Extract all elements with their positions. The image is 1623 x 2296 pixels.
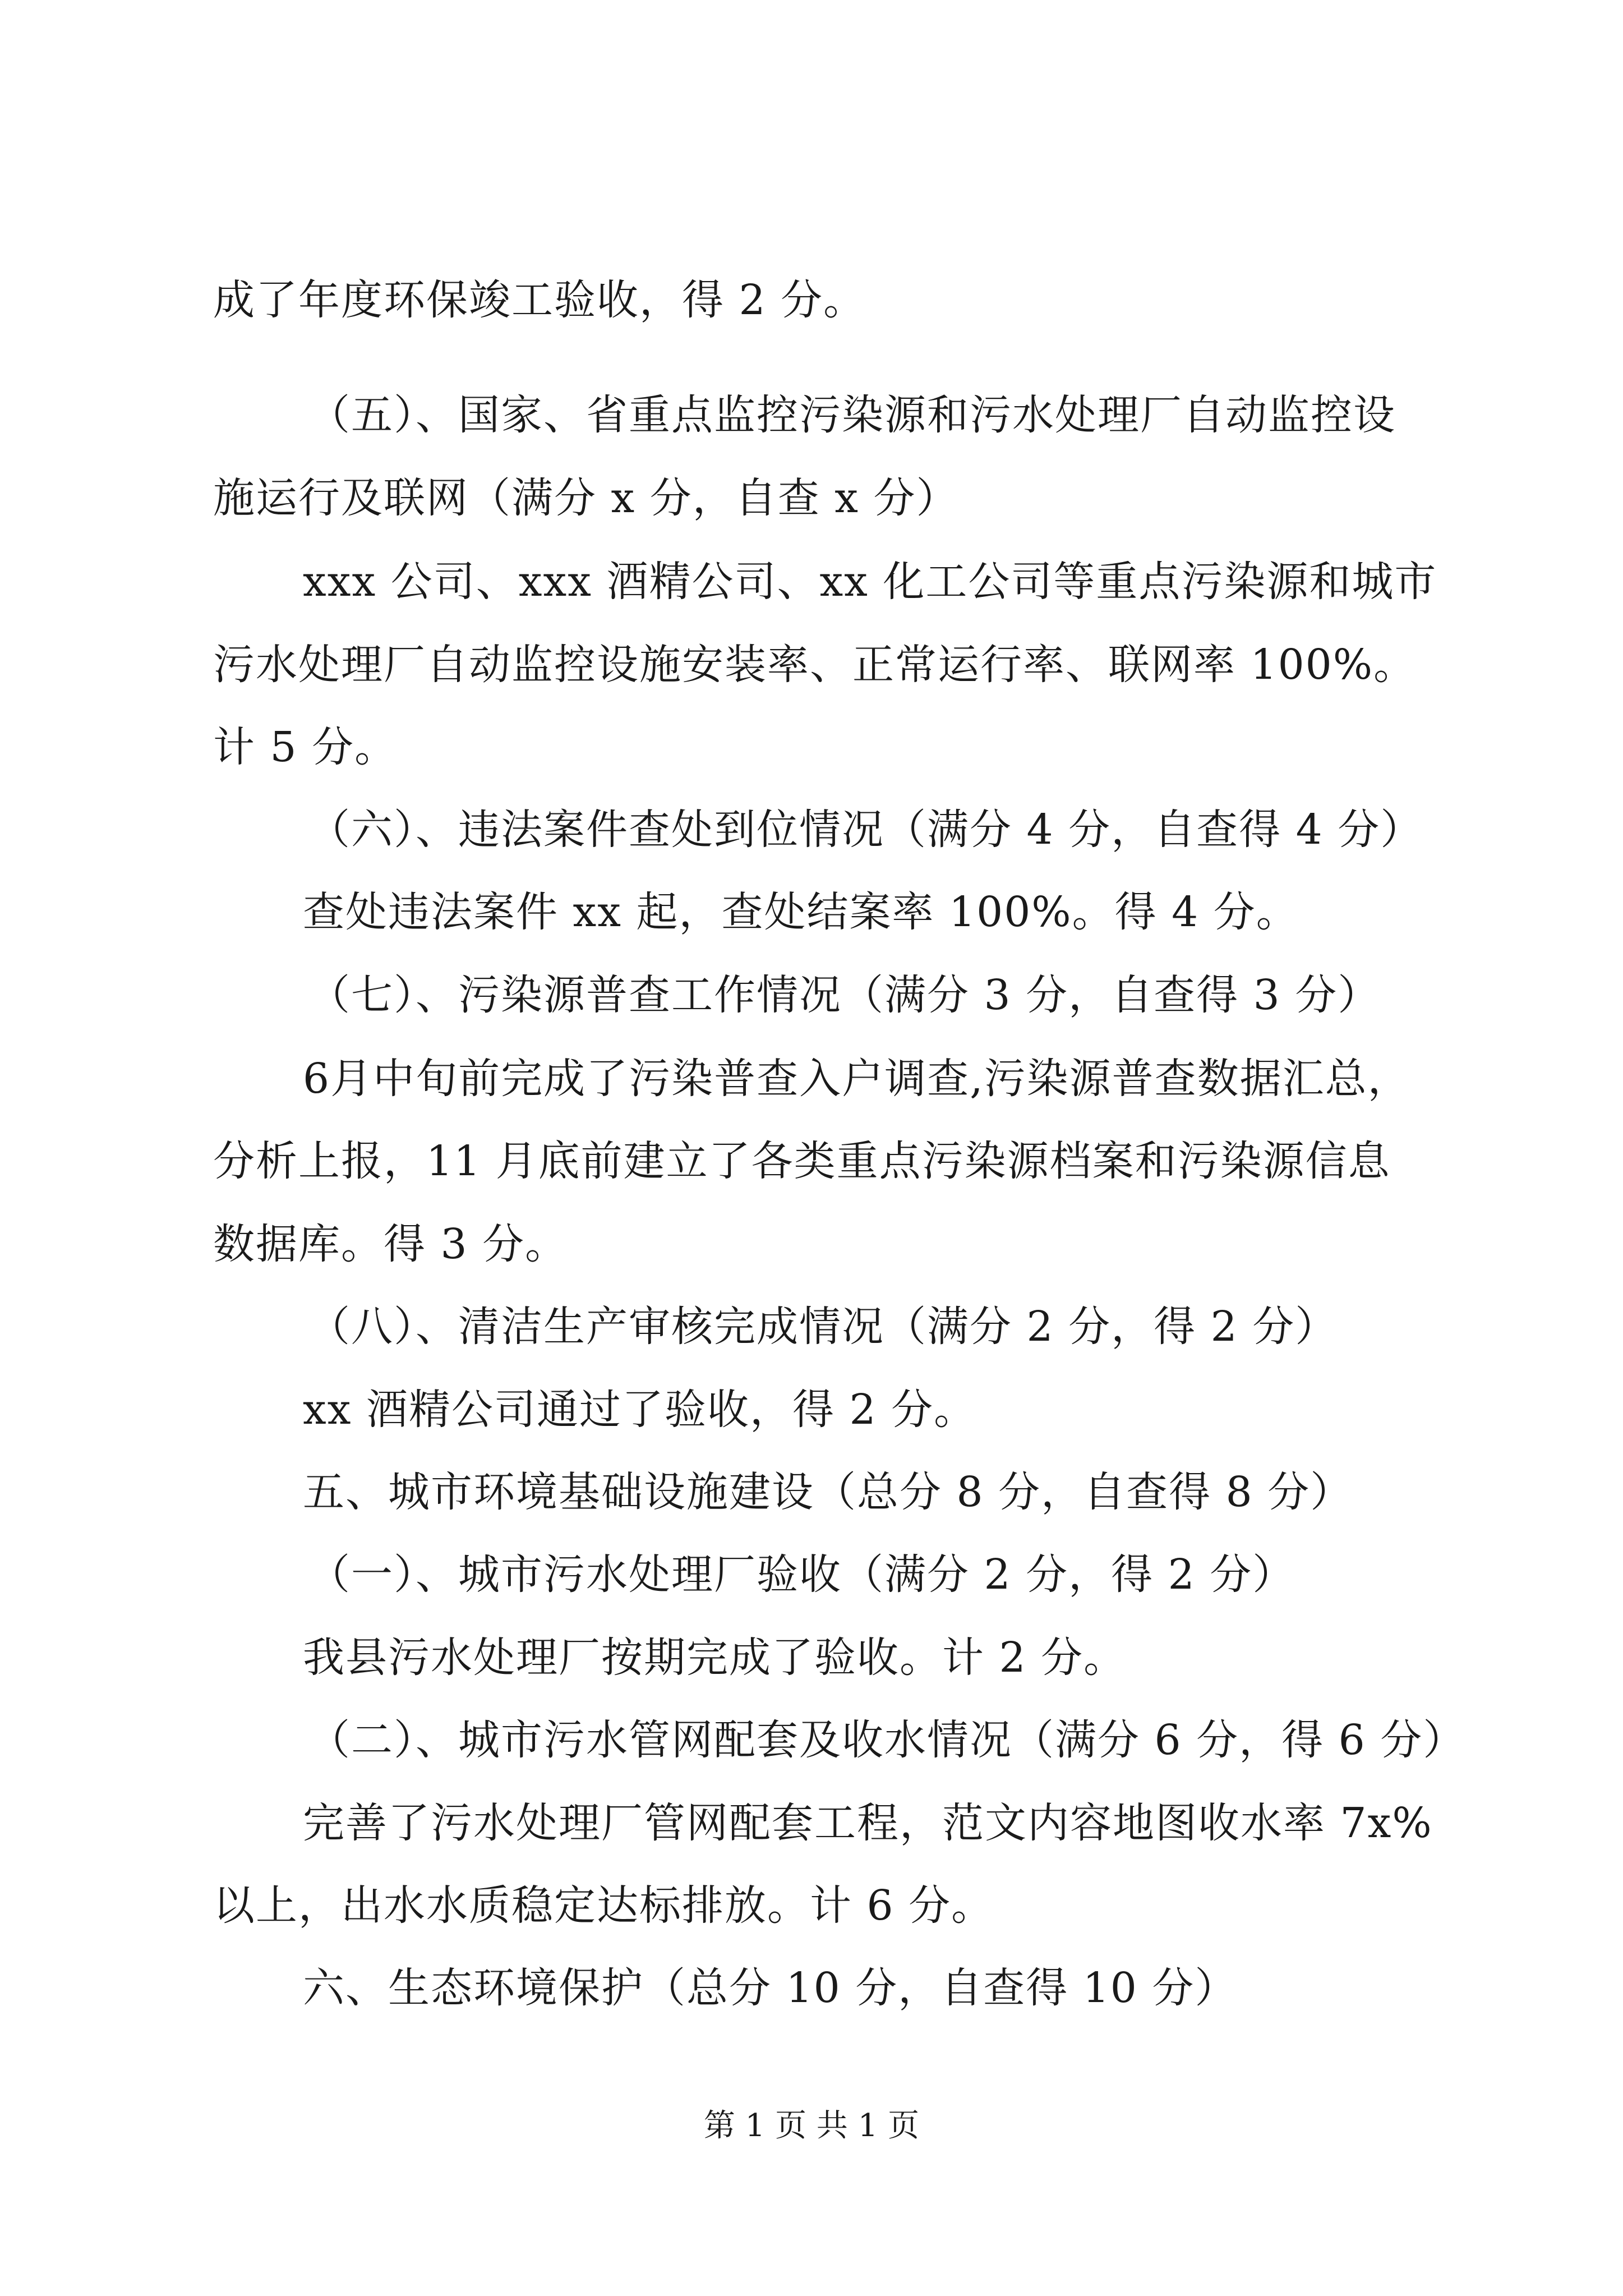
text-line-5: 污水处理厂自动监控设施安装率、正常运行率、联网率 100%。 bbox=[213, 641, 1417, 689]
text-line-19: 完善了污水处理厂管网配套工程，范文内容地图收水率 7x% bbox=[303, 1799, 1433, 1847]
section-heading-8: （八）、清洁生产审核完成情况（满分 2 分，得 2 分） bbox=[308, 1303, 1338, 1351]
text-line-6: 计 5 分。 bbox=[213, 723, 398, 771]
section-heading-5-1: （一）、城市污水处理厂验收（满分 2 分，得 2 分） bbox=[308, 1550, 1295, 1599]
text-line-11: 分析上报，11 月底前建立了各类重点污染源档案和污染源信息 bbox=[213, 1137, 1391, 1185]
text-line-20: 以上，出水水质稳定达标排放。计 6 分。 bbox=[213, 1881, 994, 1930]
text-line-8: 查处违法案件 xx 起，查处结案率 100%。得 4 分。 bbox=[303, 888, 1299, 936]
section-heading-5-2: （二）、城市污水管网配套及收水情况（满分 6 分，得 6 分） bbox=[308, 1716, 1466, 1764]
section-heading-7: （七）、污染源普查工作情况（满分 3 分，自查得 3 分） bbox=[308, 971, 1381, 1019]
text-line-12: 数据库。得 3 分。 bbox=[213, 1220, 568, 1268]
page-footer: 第 1 页 共 1 页 bbox=[703, 2108, 920, 2144]
text-line-14: xx 酒精公司通过了验收，得 2 分。 bbox=[303, 1386, 977, 1434]
chapter-heading-5: 五、城市环境基础设施建设（总分 8 分，自查得 8 分） bbox=[303, 1468, 1353, 1516]
chapter-heading-6: 六、生态环境保护（总分 10 分，自查得 10 分） bbox=[303, 1964, 1238, 2012]
text-line-17: 我县污水处理厂按期完成了验收。计 2 分。 bbox=[303, 1634, 1127, 1682]
text-line-3: 施运行及联网（满分 x 分，自查 x 分） bbox=[213, 474, 959, 522]
text-line-4: xxx 公司、xxx 酒精公司、xx 化工公司等重点污染源和城市 bbox=[303, 558, 1437, 606]
section-heading-6: （六）、违法案件查处到位情况（满分 4 分，自查得 4 分） bbox=[308, 806, 1423, 854]
text-line-1: 成了年度环保竣工验收，得 2 分。 bbox=[213, 276, 866, 324]
section-heading-5: （五）、国家、省重点监控污染源和污水处理厂自动监控设 bbox=[308, 391, 1396, 439]
text-line-10: 6月中旬前完成了污染普查入户调查,污染源普查数据汇总， bbox=[303, 1055, 1410, 1103]
